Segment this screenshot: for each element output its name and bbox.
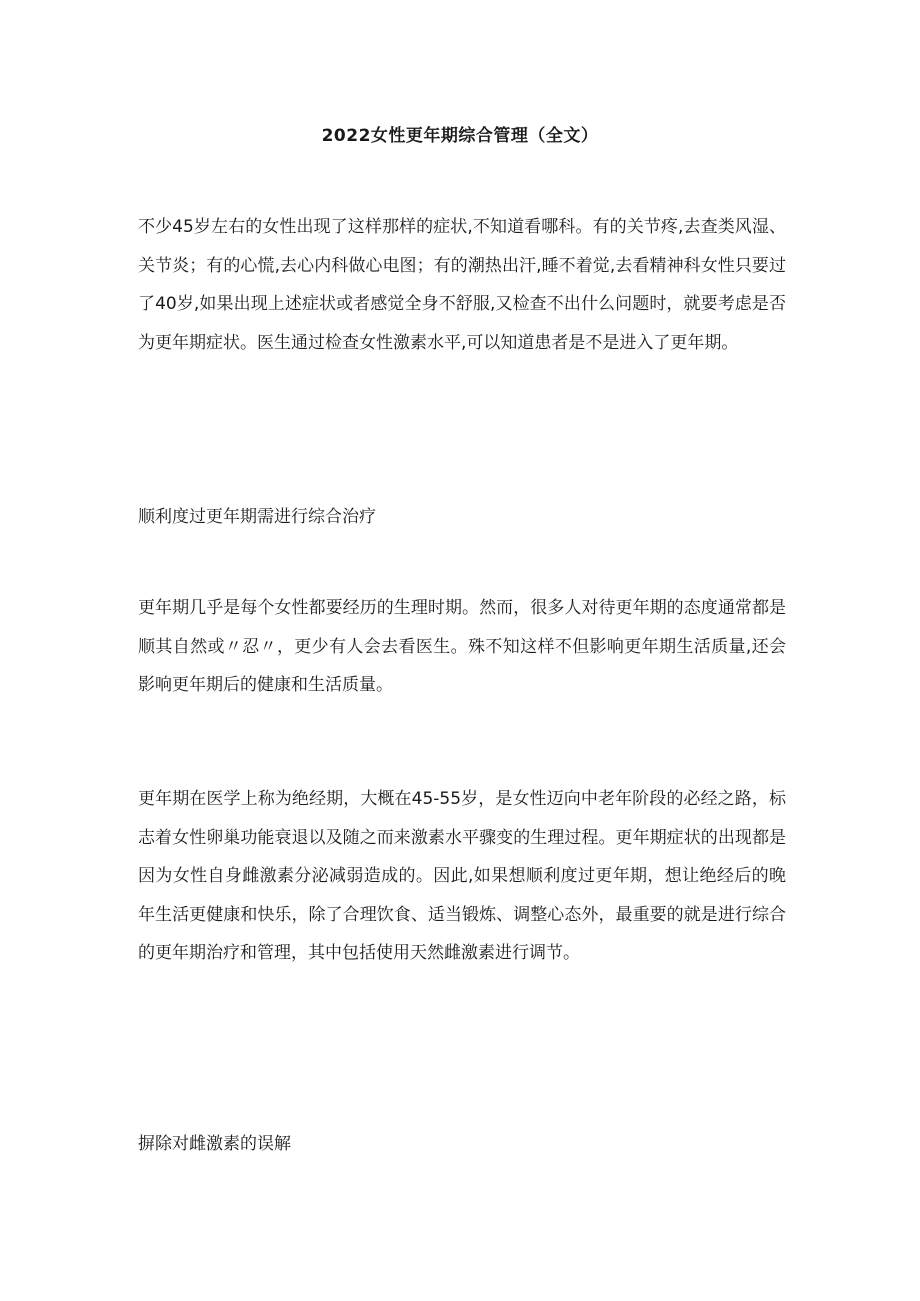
section-heading-estrogen-misconceptions: 摒除对雌激素的误解 (138, 1134, 291, 1154)
paragraph-menopause-definition: 更年期在医学上称为绝经期，大概在45-55岁，是女性迈向中老年阶段的必经之路，标志着女性卵巢功能衰退以及随之而来激素水平骤变的生理过程。更年期症状的出现都是因为女性自身雌激素分泌减弱造成的。因此,如果想顺利度过更年期，想让绝经后的晚年生活更健康和快乐，除了合理饮食、适当锻炼、调整心态外，最重要的就是进行综合的更年期治疗和管理，其中包括使用天然雌激素进行调节。 (138, 789, 786, 963)
document-title: 2022女性更年期综合管理（全文） (321, 126, 599, 146)
paragraph-intro: 不少45岁左右的女性出现了这样那样的症状,不知道看哪科。有的关节疼,去查类风湿、关节炎；有的心慌,去心内科做心电图；有的潮热出汗,睡不着觉,去看精神科女性只要过了40岁,如果出现上述症状或者感觉全身不舒服,又检查不出什么问题时，就要考虑是否为更年期症状。医生通过检查女性激素水平,可以知道患者是不是进入了更年期。 (138, 217, 786, 353)
section-heading-comprehensive-treatment: 顺利度过更年期需进行综合治疗 (138, 507, 376, 527)
paragraph-menopause-attitude: 更年期几乎是每个女性都要经历的生理时期。然而，很多人对待更年期的态度通常都是顺其自然或〃忍〃，更少有人会去看医生。殊不知这样不但影响更年期生活质量,还会影响更年期后的健康和生活质量。 (138, 598, 786, 695)
